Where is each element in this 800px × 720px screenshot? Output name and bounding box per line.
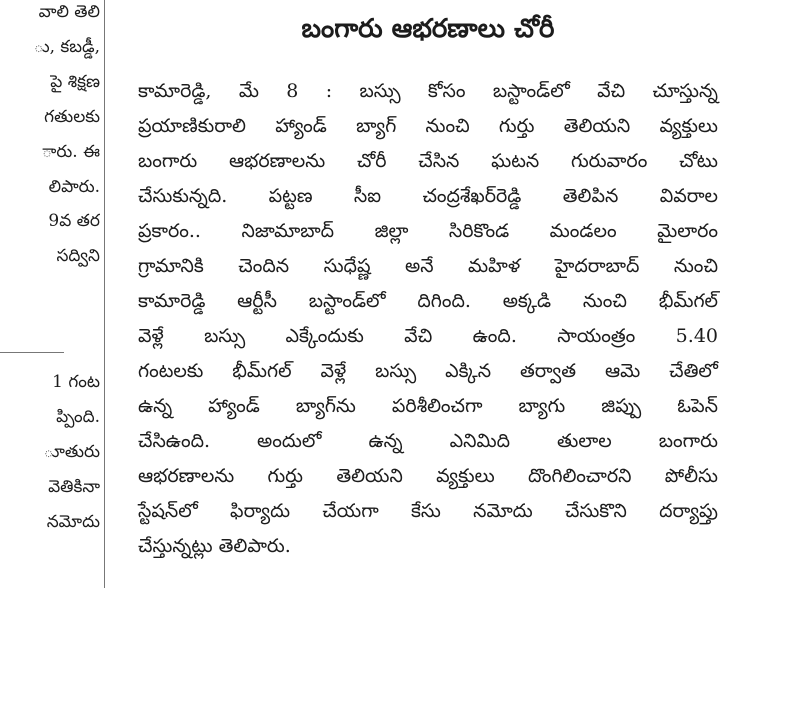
article-headline: బంగారు ఆభరణాలు చోరీ [301,14,555,44]
article-body-line: గ్రామానికి చెందిన సుధేష్ణ అనే మహిళ హైదరాబాద్ నుంచి [138,255,718,277]
adjacent-text-line: ూతురు [43,442,100,462]
adjacent-text-line: వెతికినా [48,477,100,497]
column-divider-line [104,0,105,588]
adjacent-text-line: సద్విని [56,246,100,266]
adjacent-text-line: 1 గంట [52,372,100,392]
adjacent-text-line: పై శిక్షణ [50,72,100,92]
article-body-line: చేస్తున్నట్లు తెలిపారు. [138,535,291,557]
article-body-line: ఉన్న హ్యాండ్ బ్యాగ్‌ను పరిశీలించగా బ్యాగు జిప్పు ఓపెన్ [138,395,718,417]
adjacent-text-line: ప్పింది. [56,407,100,427]
section-divider-rule [0,352,64,353]
article-body-line: ఆభరణాలను గుర్తు తెలియని వ్యక్తులు దొంగిలించారని పోలీసు [138,465,718,487]
adjacent-text-line: వాలి తెలి [38,2,100,22]
article-body-line: గంటలకు భీమ్‌గల్ వెళ్లే బస్సు ఎక్కిన తర్వాత ఆమె చేతిలో [138,360,718,382]
adjacent-text-line: 9వ తర [48,211,100,231]
article-body-line: వెళ్లే బస్సు ఎక్కేందుకు వేచి ఉంది. సాయంత్రం 5.40 [138,325,718,347]
adjacent-text-line: ు, కబడ్డీ, [33,37,100,57]
adjacent-text-line: గతులకు [44,107,100,127]
article-body-line: చేసుకున్నది. పట్టణ సీఐ చంద్రశేఖర్‌రెడ్డి తెలిపిన వివరాల [138,185,718,207]
article-body-line: స్టేషన్‌లో ఫిర్యాదు చేయగా కేసు నమోదు చేసుకొని దర్యాప్తు [138,500,718,522]
article-body-line: కామారెడ్డి ఆర్టీసీ బస్టాండ్‌లో దిగింది. అక్కడి నుంచి భీమ్‌గల్ [138,290,718,312]
article-body-line: కామారెడ్డి, మే 8 : బస్సు కోసం బస్టాండ్‌లో వేచి చూస్తున్న [138,80,718,102]
article-body-line: చేసిఉంది. అందులో ఉన్న ఎనిమిది తులాల బంగారు [138,430,718,452]
article-body-line: ప్రయాణికురాలి హ్యాండ్ బ్యాగ్ నుంచి గుర్తు తెలియని వ్యక్తులు [138,115,718,137]
adjacent-text-line: లిపారు. [48,177,100,197]
article-body-line: బంగారు ఆభరణాలను చోరీ చేసిన ఘటన గురువారం చోటు [138,150,718,172]
adjacent-article-column [0,0,100,590]
adjacent-text-line: నమోదు [46,512,100,532]
adjacent-text-line: ారు. ఈ [42,142,100,162]
article-body-line: ప్రకారం.. నిజామాబాద్ జిల్లా సిరికొండ మండలం మైలారం [138,220,718,242]
